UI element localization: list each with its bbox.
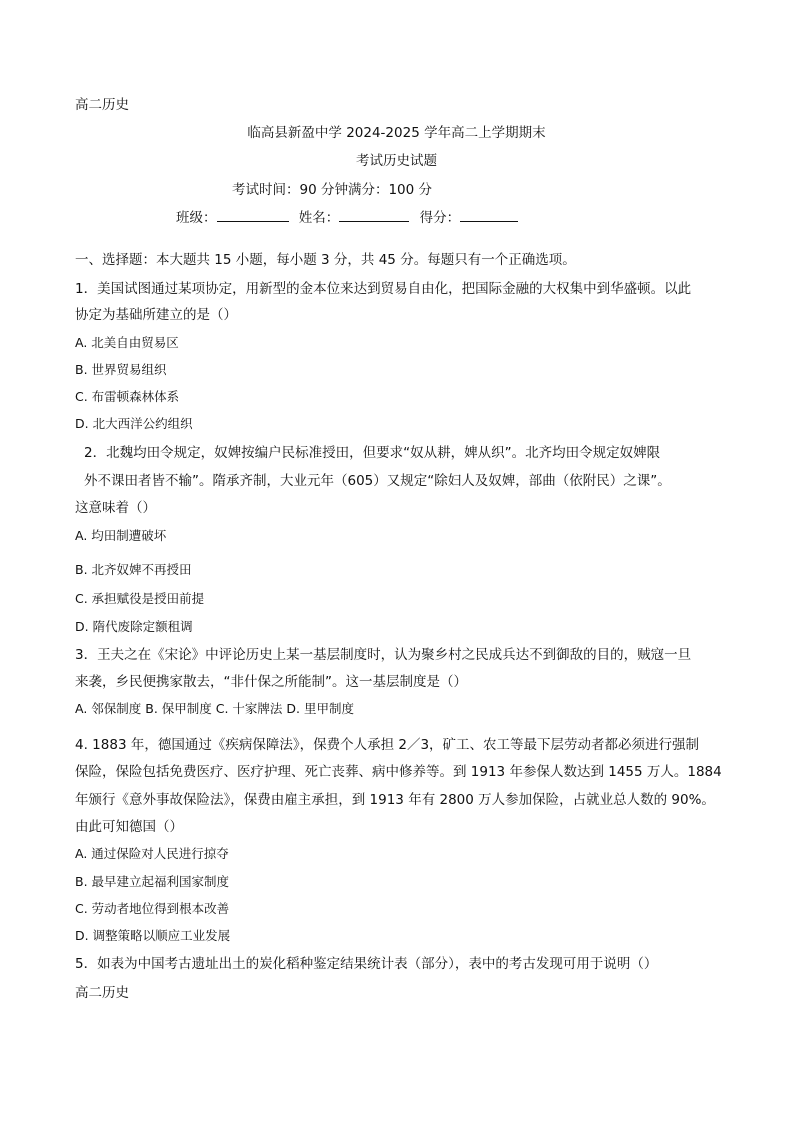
q3-stem-line2: 来袭，乡民便携家散去，“非什保之所能制”。这一基层制度是（）: [75, 674, 467, 690]
q1-option-a: A. 北美自由贸易区: [75, 335, 179, 350]
header-subject: 高二历史: [75, 97, 129, 113]
q4-option-a: A. 通过保险对人民进行掠夺: [75, 846, 229, 861]
q1-option-b: B. 世界贸易组织: [75, 362, 167, 377]
q5-stem-line1: 5．如表为中国考古遗址出土的炭化稻种鉴定结果统计表（部分），表中的考古发现可用于说明（）: [75, 956, 658, 972]
q2-option-d: D. 隋代废除定额租调: [75, 619, 193, 634]
q1-stem-line1: 1．美国试图通过某项协定，用新型的金本位来达到贸易自由化，把国际金融的大权集中到华盛顿。以此: [75, 281, 692, 297]
q4-stem-line2: 保险，保险包括免费医疗、医疗护理、死亡丧葬、病中修养等。到 1913 年参保人数达到 1455 万人。1884: [75, 764, 722, 780]
class-label: 班级：: [176, 210, 217, 226]
class-blank: [217, 208, 289, 222]
q4-option-c: C. 劳动者地位得到根本改善: [75, 901, 230, 916]
q2-stem-line1: 2．北魏均田令规定，奴婢按编户民标准授田，但要求“奴从耕，婢从织”。北齐均田令规定奴婢限: [84, 445, 661, 461]
q3-options: A. 邻保制度 B. 保甲制度 C. 十家牌法 D. 里甲制度: [75, 701, 354, 716]
exam-title: 临高县新盈中学 2024-2025 学年高二上学期期末: [247, 125, 546, 141]
q3-stem-line1: 3．王夫之在《宋论》中评论历史上某一基层制度时，认为聚乡村之民成兵达不到御敌的目的，贼寇一旦: [75, 647, 692, 663]
q4-option-d: D. 调整策略以顺应工业发展: [75, 928, 231, 943]
exam-info: 考试时间：90 分钟满分：100 分: [232, 182, 433, 198]
exam-subtitle: 考试历史试题: [356, 153, 437, 169]
q2-option-a: A. 均田制遭破坏: [75, 528, 167, 543]
q1-option-c: C. 布雷顿森林体系: [75, 389, 180, 404]
score-blank: [460, 208, 518, 222]
q4-stem-line1: 4. 1883 年，德国通过《疾病保障法》，保费个人承担 2／3，矿工、农工等最下层劳动者都必须进行强制: [75, 737, 700, 753]
q4-stem-line3: 年颁行《意外事故保险法》，保费由雇主承担，到 1913 年有 2800 万人参加保险，占就业总人数的 90%。: [75, 792, 715, 808]
name-blank: [339, 208, 409, 222]
q4-stem-line4: 由此可知德国（）: [75, 819, 183, 835]
score-label: 得分：: [419, 210, 461, 226]
name-label: 姓名：: [298, 210, 340, 226]
q2-stem-line3: 这意味着（）: [75, 500, 156, 516]
footer-subject: 高二历史: [75, 985, 129, 1001]
student-info-row: [176, 208, 518, 227]
section-heading: 一、选择题：本大题共 15 小题，每小题 3 分，共 45 分。每题只有一个正确选项。: [75, 252, 576, 268]
q1-option-d: D. 北大西洋公约组织: [75, 416, 193, 431]
q2-option-b: B. 北齐奴婢不再授田: [75, 562, 192, 577]
q2-stem-line2: 外不课田者皆不输”。隋承齐制，大业元年（605）又规定“除妇人及奴婢，部曲（依附民）之课”。: [84, 473, 671, 489]
q1-stem-line2: 协定为基础所建立的是（）: [75, 307, 237, 323]
q4-option-b: B. 最早建立起福利国家制度: [75, 874, 230, 889]
q2-option-c: C. 承担赋役是授田前提: [75, 591, 205, 606]
